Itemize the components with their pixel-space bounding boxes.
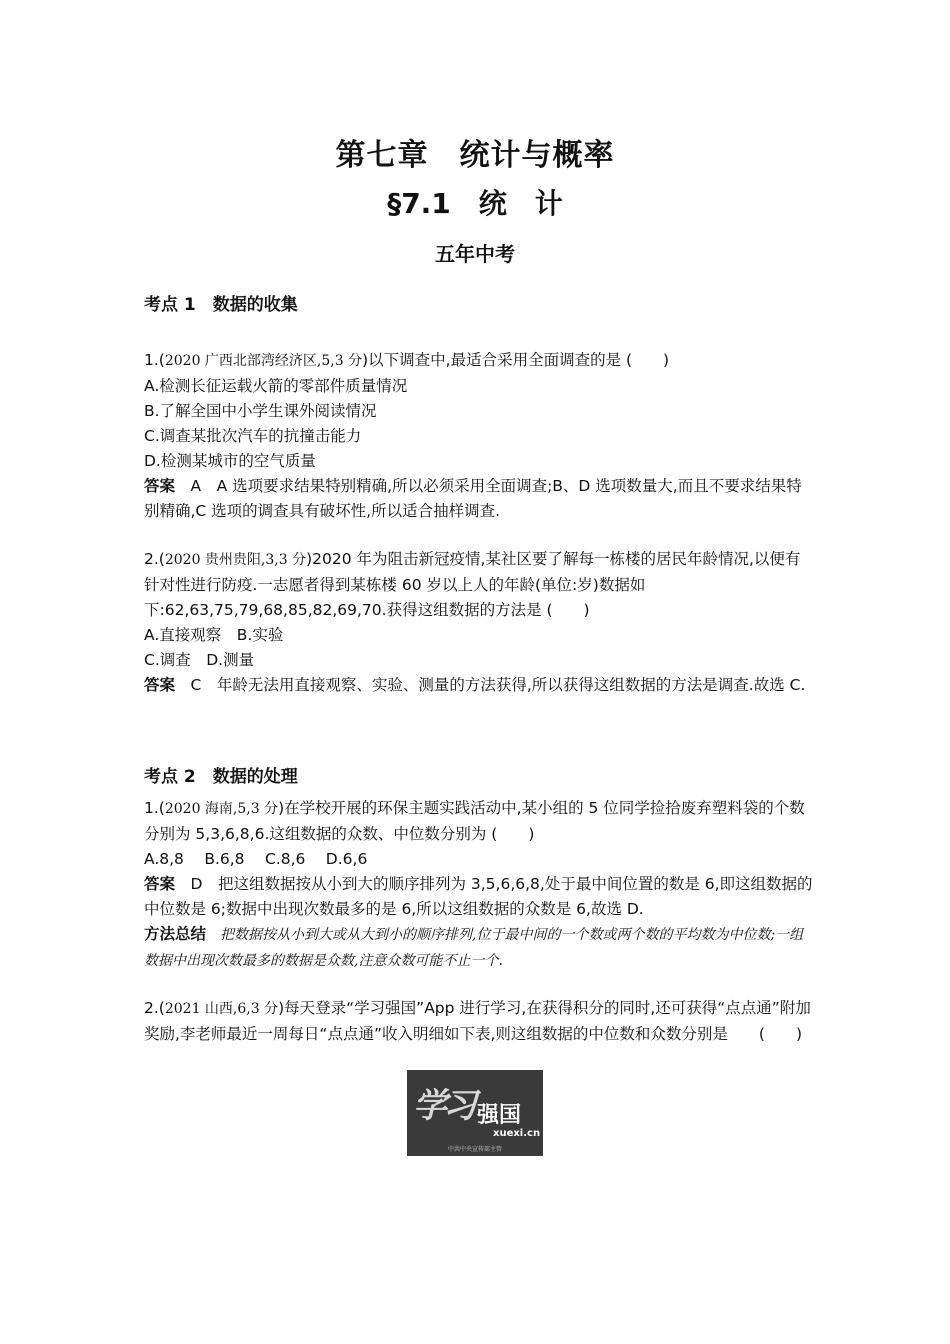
logo-brush-text: 学习 bbox=[413, 1086, 473, 1126]
logo-name: 强国 bbox=[477, 1103, 522, 1128]
answer-text: C 年龄无法用直接观察、实验、测量的方法获得,所以获得这组数据的方法是调查.故选 C. bbox=[175, 676, 806, 694]
topic2-heading: 考点 2 数据的处理 bbox=[144, 767, 298, 787]
subtitle: 五年中考 bbox=[435, 242, 515, 266]
question-stem: 2.(2020 贵州贵阳,3,3 分)2020 年为阻击新冠疫情,某社区要了解每一栋楼的居民年龄情况,以便有针对性进行防疫.一志愿者得到某栋楼 60 岁以上人的年龄(单位:岁)数据如下:62,63,75,79,68,85,82,69,70.获得这组数据的方法是 ( ) bbox=[144, 550, 801, 619]
method-summary bbox=[144, 922, 814, 974]
method-label: 方法总结 bbox=[144, 925, 207, 943]
question-source: 2020 贵州贵阳,3,3 分 bbox=[164, 552, 307, 568]
answer-text: A A 选项要求结果特别精确,所以必须采用全面调查;B、D 选项数量大,而且不要求结果特别精确,C 选项的调查具有破坏性,所以适合抽样调查. bbox=[144, 477, 802, 520]
options-row-2: C.调查 D.测量 bbox=[144, 651, 255, 669]
topic1-heading: 考点 1 数据的收集 bbox=[144, 295, 298, 315]
logo-url: xuexi.cn bbox=[493, 1128, 541, 1139]
answer-label: 答案 bbox=[144, 875, 176, 893]
question-source: 2021 山西,6,3 分 bbox=[164, 1001, 279, 1017]
question-stem: 1.(2020 海南,5,3 分)在学校开展的环保主题实践活动中,某小组的 5 位同学捡拾废弃塑料袋的个数分别为 5,3,6,8,6.这组数据的众数、中位数分别为 ( ) bbox=[144, 799, 805, 843]
answer bbox=[144, 872, 814, 922]
topic1-question2 bbox=[144, 547, 814, 698]
topic2-question1 bbox=[144, 796, 814, 974]
question-source: 2020 海南,5,3 分 bbox=[164, 801, 279, 817]
option-b: B.了解全国中小学生课外阅读情况 bbox=[144, 402, 377, 420]
question-source: 2020 广西北部湾经济区,5,3 分 bbox=[164, 353, 363, 369]
topic2-question2 bbox=[144, 996, 814, 1047]
answer-text: D 把这组数据按从小到大的顺序排列为 3,5,6,6,8,处于最中间位置的数是 6,即这组数据的中位数是 6;数据中出现次数最多的是 6,所以这组数据的众数是 6,故选 D. bbox=[144, 875, 813, 918]
option-c: C.调查某批次汽车的抗撞击能力 bbox=[144, 427, 362, 445]
question-stem: 1.(2020 广西北部湾经济区,5,3 分)以下调查中,最适合采用全面调查的是 ( ) bbox=[144, 351, 670, 369]
options-row: A.8,8 B.6,8 C.8,6 D.6,6 bbox=[144, 850, 368, 868]
option-a: A.检测长征运载火箭的零部件质量情况 bbox=[144, 377, 408, 395]
method-text: 把数据按从小到大或从大到小的顺序排列,位于最中间的一个数或两个数的平均数为中位数;一组数据中出现次数最多的数据是众数,注意众数可能不止一个. bbox=[144, 927, 804, 969]
question-stem: 2.(2021 山西,6,3 分)每天登录“学习强国”App 进行学习,在获得积分的同时,还可获得“点点通”附加奖励,李老师最近一周每日“点点通”收入明细如下表,则这组数据的中位数和众数分别是 ( ) bbox=[144, 999, 811, 1043]
option-d: D.检测某城市的空气质量 bbox=[144, 452, 316, 470]
answer bbox=[144, 673, 814, 698]
answer-label: 答案 bbox=[144, 477, 176, 495]
section-title: §7.1 统 计 bbox=[387, 187, 563, 220]
chapter-title: 第七章 统计与概率 bbox=[335, 138, 615, 173]
answer bbox=[144, 474, 814, 524]
xuexi-logo-image bbox=[407, 1070, 543, 1156]
topic1-question1 bbox=[144, 348, 814, 524]
options-row-1: A.直接观察 B.实验 bbox=[144, 626, 284, 644]
answer-label: 答案 bbox=[144, 676, 176, 694]
logo-footer: 中共中央宣传部主管 bbox=[447, 1146, 502, 1153]
